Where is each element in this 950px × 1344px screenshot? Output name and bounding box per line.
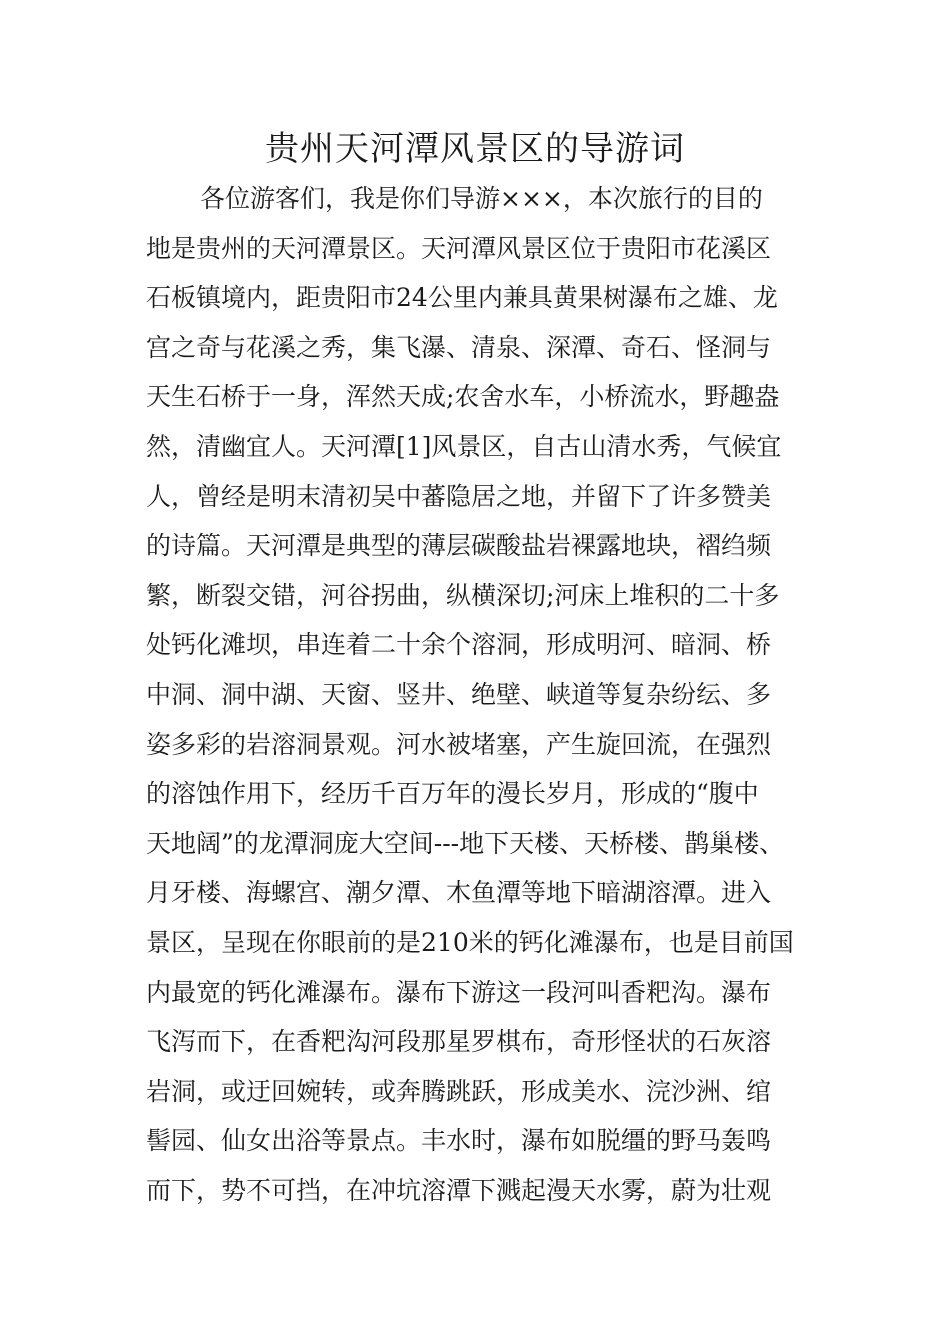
text-line: 髻园、仙女出浴等景点。丰水时，瀑布如脱缰的野马轰鸣 <box>146 1126 772 1156</box>
text-line: 内最宽的钙化滩瀑布。瀑布下游这一段河叫香粑沟。瀑布 <box>146 977 772 1007</box>
text-line: 各位游客们，我是你们导游×××，本次旅行的目的 <box>200 184 763 213</box>
text-line: 天地阔”的龙潭洞庞大空间---地下天楼、天桥楼、鹊巢楼、 <box>146 828 785 858</box>
text-line: 繁，断裂交错，河谷拐曲，纵横深切;河床上堆积的二十多 <box>146 580 780 610</box>
text-line: 中洞、洞中湖、天窗、竖井、绝壁、峡道等复杂纷纭、多 <box>146 679 772 709</box>
text-line: 人，曾经是明末清初吴中蕃隐居之地，并留下了许多赞美 <box>146 481 772 511</box>
text-line: 姿多彩的岩溶洞景观。河水被堵塞，产生旋回流，在强烈 <box>146 729 772 759</box>
document-body <box>146 174 826 1215</box>
text-line: 地是贵州的天河潭景区。天河潭风景区位于贵阳市花溪区 <box>146 233 772 263</box>
text-line: 月牙楼、海螺宫、潮夕潭、木鱼潭等地下暗湖溶潭。进入 <box>146 878 772 908</box>
document-title: 贵州天河潭风景区的导游词 <box>265 129 685 169</box>
text-line: 的溶蚀作用下，经历千百万年的漫长岁月，形成的“腹中 <box>146 779 759 809</box>
text-line: 天生石桥于一身，浑然天成;农舍水车，小桥流水，野趣盎 <box>146 382 780 412</box>
text-line: 而下，势不可挡，在冲坑溶潭下溅起漫天水雾，蔚为壮观 <box>146 1175 772 1205</box>
text-line: 的诗篇。天河潭是典型的薄层碳酸盐岩裸露地块，褶绉频 <box>146 531 772 561</box>
text-line: 飞泻而下，在香粑沟河段那星罗棋布，奇形怪状的石灰溶 <box>146 1027 772 1057</box>
text-line: 石板镇境内，距贵阳市24公里内兼具黄果树瀑布之雄、龙 <box>146 283 778 313</box>
text-line: 岩洞，或迂回婉转，或奔腾跳跃，形成美水、浣沙洲、绾 <box>146 1076 772 1106</box>
text-line: 然，清幽宜人。天河潭[1]风景区，自古山清水秀，气候宜 <box>146 431 782 461</box>
text-line: 景区，呈现在你眼前的是210米的钙化滩瀑布，也是目前国 <box>146 927 794 957</box>
text-line: 处钙化滩坝，串连着二十余个溶洞，形成明河、暗洞、桥 <box>146 630 772 660</box>
text-line: 宫之奇与花溪之秀，集飞瀑、清泉、深潭、奇石、怪洞与 <box>146 332 772 362</box>
